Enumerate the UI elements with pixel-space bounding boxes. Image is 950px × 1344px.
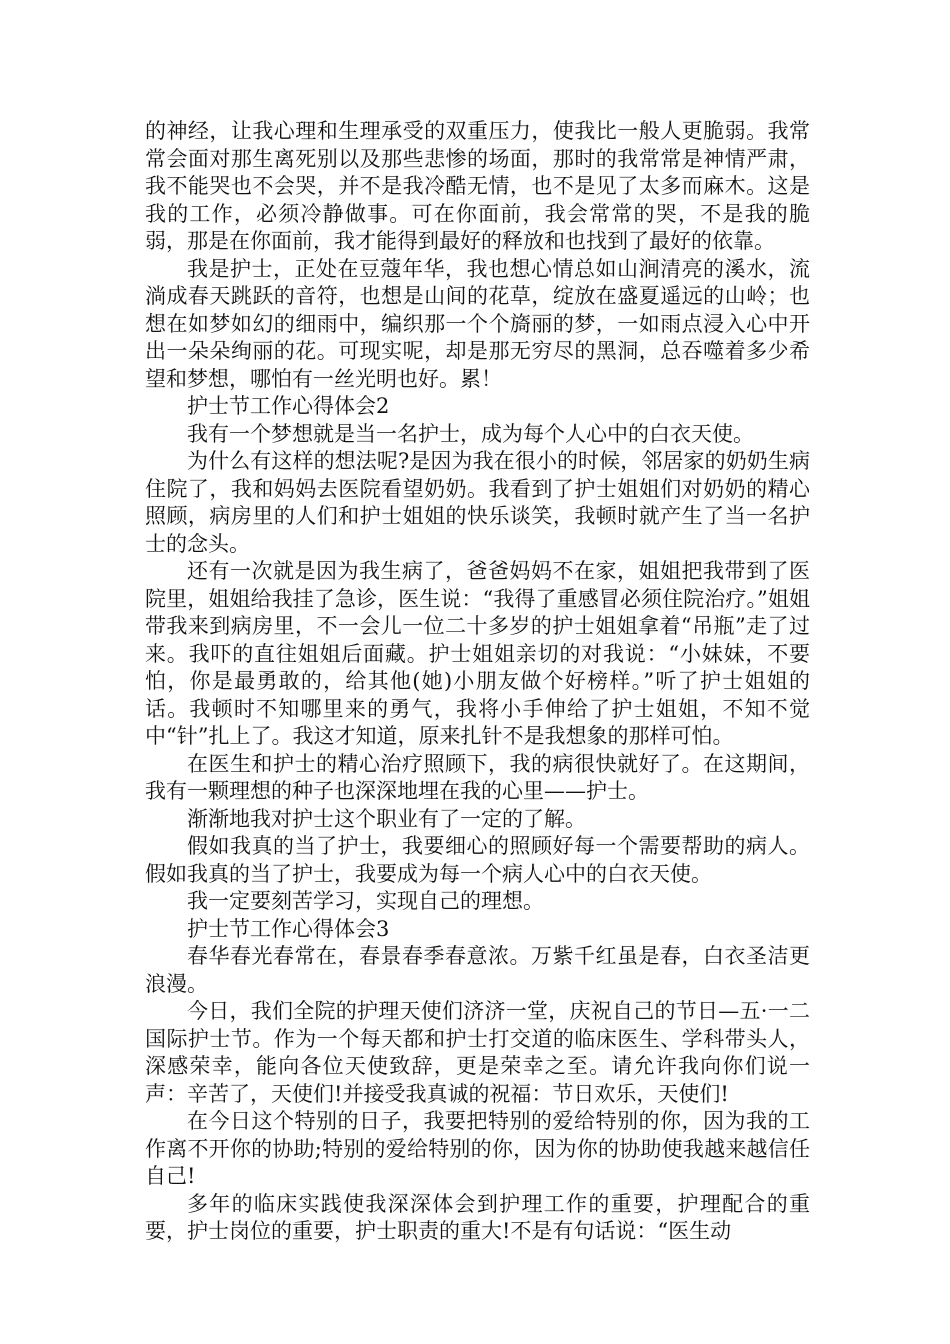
paragraph-10: 春华春光春常在，春景春季春意浓。万紫千红虽是春，白衣圣洁更浪漫。 bbox=[145, 944, 810, 996]
paragraph-8: 假如我真的当了护士，我要细心的照顾好每一个需要帮助的病人。假如我真的当了护士，我要成为每一个病人心中的白衣天使。 bbox=[145, 834, 810, 886]
paragraph-2: 我是护士，正处在豆蔻年华，我也想心情总如山涧清亮的溪水，流淌成春天跳跃的音符，也想是山间的花草，绽放在盛夏遥远的山岭；也想在如梦如幻的细雨中，编织那一个个旖丽的梦，一如雨点浸入心中开出一朵朵绚丽的花。可现实呢，却是那无穷尽的黑洞，总吞噬着多少希望和梦想，哪怕有一丝光明也好。累！ bbox=[145, 256, 810, 391]
paragraph-7: 渐渐地我对护士这个职业有了一定的了解。 bbox=[187, 806, 586, 831]
paragraph-6: 在医生和护士的精心治疗照顾下，我的病很快就好了。在这期间，我有一颗理想的种子也深深地埋在我的心里——护士。 bbox=[145, 751, 810, 803]
paragraph-3: 我有一个梦想就是当一名护士，成为每个人心中的白衣天使。 bbox=[187, 421, 754, 446]
document-page bbox=[145, 118, 810, 1246]
paragraph-5: 还有一次就是因为我生病了，爸爸妈妈不在家，姐姐把我带到了医院里，姐姐给我挂了急诊，医生说：“我得了重感冒必须住院治疗。”姐姐带我来到病房里，不一会儿一位二十多岁的护士姐姐拿着“吊瓶”走了过来。我吓的直往姐姐后面藏。护士姐姐亲切的对我说：“小妹妹，不要怕，你是最勇敢的，给其他(她)小朋友做个好榜样。”听了护士姐姐的话。我顿时不知哪里来的勇气，我将小手伸给了护士姐姐，不知不觉中“针”扎上了。我这才知道，原来扎针不是我想象的那样可怕。 bbox=[145, 559, 810, 748]
section-heading-3: 护士节工作心得体会3 bbox=[187, 916, 390, 941]
paragraph-11: 今日，我们全院的护理天使们济济一堂，庆祝自己的节日—五·一二国际护士节。作为一个每天都和护士打交道的临床医生、学科带头人，深感荣幸，能向各位天使致辞，更是荣幸之至。请允许我向你们说一声：辛苦了，天使们!并接受我真诚的祝福：节日欢乐，天使们! bbox=[145, 999, 810, 1106]
paragraph-1: 的神经，让我心理和生理承受的双重压力，使我比一般人更脆弱。我常常会面对那生离死别以及那些悲惨的场面，那时的我常常是神情严肃，我不能哭也不会哭，并不是我冷酷无情，也不是见了太多而麻木。这是我的工作，必须冷静做事。可在你面前，我会常常的哭，不是我的脆弱，那是在你面前，我才能得到最好的释放和也找到了最好的依靠。 bbox=[145, 119, 810, 253]
paragraph-12: 在今日这个特别的日子，我要把特别的爱给特别的你，因为我的工作离不开你的协助;特别的爱给特别的你，因为你的协助使我越来越信任自己! bbox=[145, 1109, 810, 1188]
section-heading-2: 护士节工作心得体会2 bbox=[187, 394, 390, 418]
paragraph-4: 为什么有这样的想法呢?是因为我在很小的时候，邻居家的奶奶生病住院了，我和妈妈去医院看望奶奶。我看到了护士姐姐们对奶奶的精心照顾，病房里的人们和护士姐姐的快乐谈笑，我顿时就产生了当一名护士的念头。 bbox=[145, 449, 810, 556]
paragraph-9: 我一定要刻苦学习，实现自己的理想。 bbox=[187, 889, 544, 913]
paragraph-13: 多年的临床实践使我深深体会到护理工作的重要，护理配合的重要，护士岗位的重要，护士职责的重大!不是有句话说：“医生动 bbox=[145, 1191, 810, 1243]
